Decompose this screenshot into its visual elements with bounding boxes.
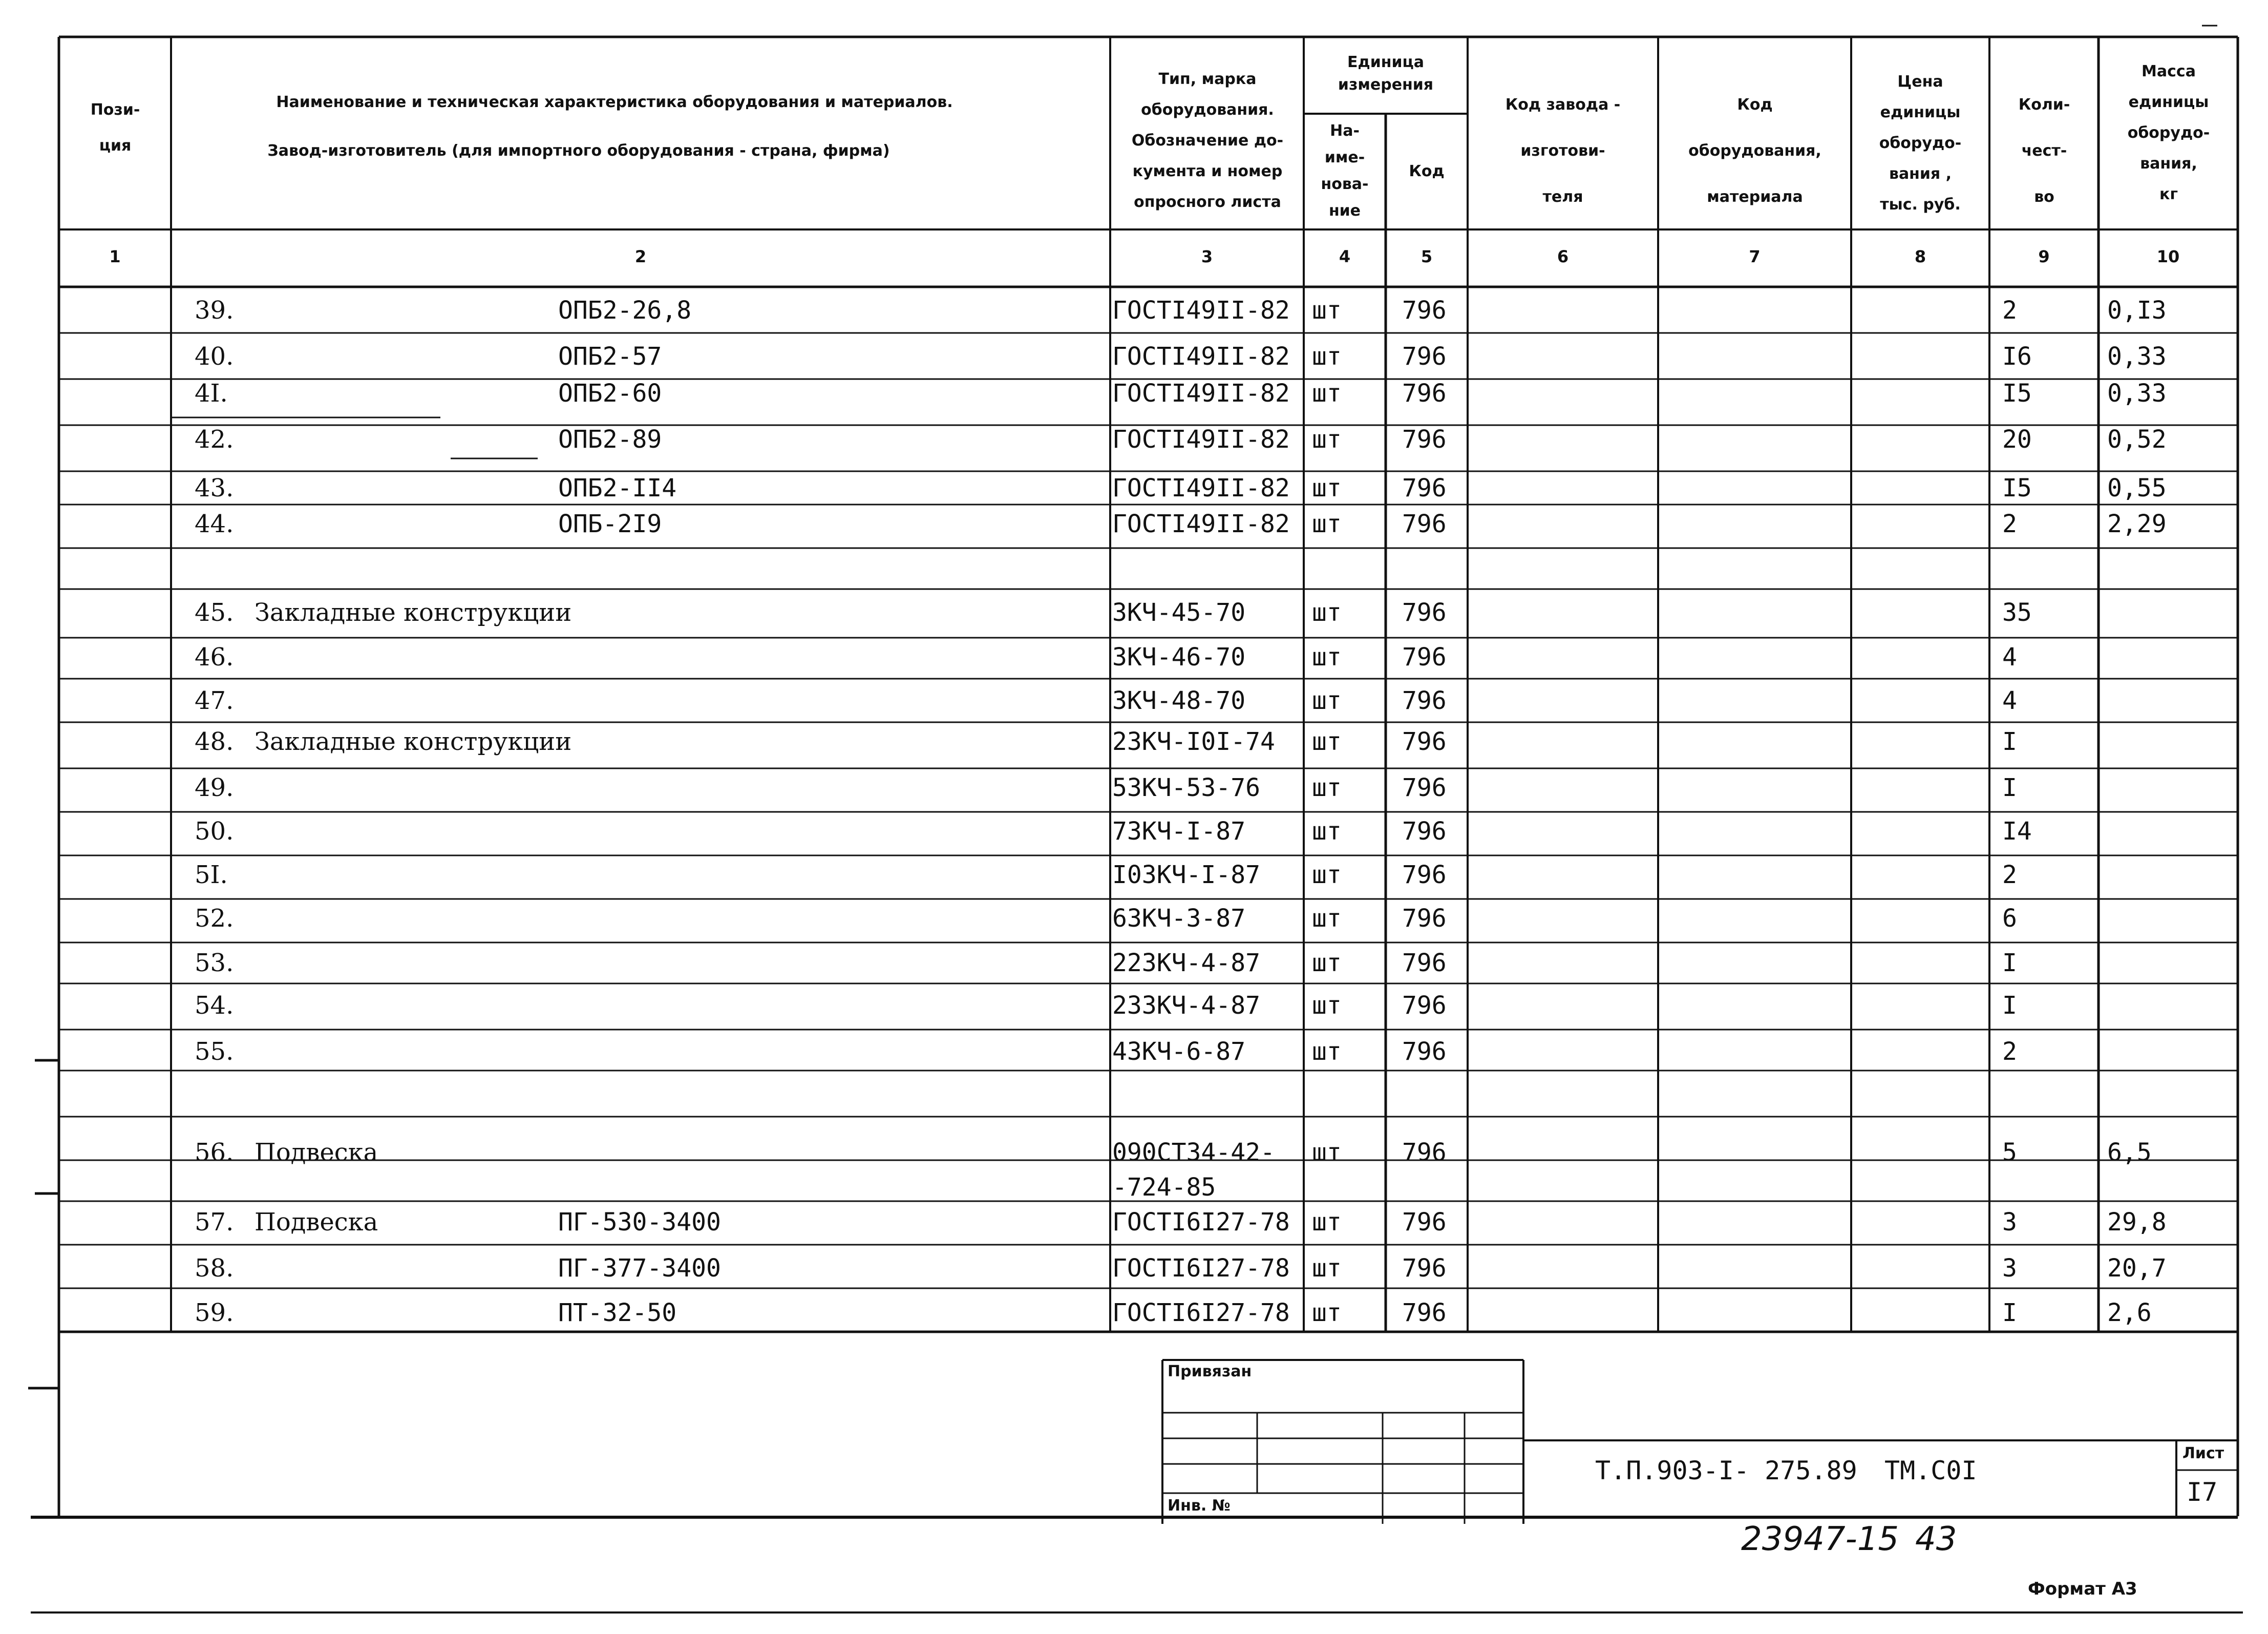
row-unit: шт <box>1312 817 1342 846</box>
handwritten-page-number: 43 <box>1915 1520 1957 1558</box>
row-unit-code: 796 <box>1402 379 1447 408</box>
row-unit: шт <box>1312 1298 1342 1327</box>
row-unit: шт <box>1312 904 1342 933</box>
row-quantity: I <box>2002 1298 2017 1327</box>
column-number-10: 10 <box>2156 247 2180 266</box>
row-unit: шт <box>1312 727 1342 756</box>
row-position: 42. <box>195 425 234 454</box>
row-quantity: I <box>2002 949 2017 977</box>
row-position: 56. <box>195 1138 234 1167</box>
row-mark: ОПБ2-89 <box>558 425 662 454</box>
format-label: Формат А3 <box>2028 1579 2137 1599</box>
row-position: 4I. <box>195 379 228 408</box>
header-factory-code: Код завода - изготови- теля <box>1505 96 1621 206</box>
row-mass: 0,I3 <box>2107 296 2167 325</box>
row-quantity: 20 <box>2002 425 2032 454</box>
row-unit-code: 796 <box>1402 1138 1447 1167</box>
row-quantity: 2 <box>2002 861 2017 889</box>
row-document: ГОСТI49II-82 <box>1112 379 1290 408</box>
row-name: Закладные конструкции <box>255 727 572 756</box>
row-position: 43. <box>195 474 234 502</box>
row-position: 47. <box>195 686 234 715</box>
row-unit: шт <box>1312 296 1342 325</box>
row-unit-code: 796 <box>1402 991 1447 1020</box>
row-position: 48. <box>195 727 234 756</box>
row-mark: ОПБ-2I9 <box>558 510 662 538</box>
column-number-6: 6 <box>1557 247 1569 266</box>
row-unit: шт <box>1312 510 1342 538</box>
row-quantity: 35 <box>2002 598 2032 627</box>
row-document: 6ЗКЧ-3-87 <box>1112 904 1246 933</box>
row-document: 2ЗКЧ-I0I-74 <box>1112 727 1275 756</box>
row-unit-code: 796 <box>1402 1208 1447 1237</box>
row-unit: шт <box>1312 1138 1342 1167</box>
row-document: 090СТ34-42- <box>1112 1138 1275 1167</box>
row-unit-code: 796 <box>1402 1298 1447 1327</box>
column-number-7: 7 <box>1749 247 1761 266</box>
row-quantity: 4 <box>2002 643 2017 672</box>
row-position: 46. <box>195 643 234 672</box>
row-mark: ОПБ2-57 <box>558 342 662 371</box>
row-document: ГОСТI49II-82 <box>1112 510 1290 538</box>
row-unit: шт <box>1312 598 1342 627</box>
stamp-section: ТМ.С0I <box>1884 1456 1977 1485</box>
row-position: 54. <box>195 991 234 1020</box>
row-unit: шт <box>1312 949 1342 977</box>
row-quantity: 2 <box>2002 296 2017 325</box>
header-price: Цена единицы оборудо- вания , тыс. руб. <box>1879 73 1962 214</box>
row-quantity: I <box>2002 991 2017 1020</box>
row-quantity: I5 <box>2002 379 2032 408</box>
row-unit-code: 796 <box>1402 643 1447 672</box>
row-unit: шт <box>1312 342 1342 371</box>
row-document: ГОСТI49II-82 <box>1112 342 1290 371</box>
row-unit-code: 796 <box>1402 474 1447 502</box>
row-unit-code: 796 <box>1402 949 1447 977</box>
row-position: 59. <box>195 1298 234 1327</box>
header-quantity: Коли- чест- во <box>2018 96 2070 206</box>
row-document: ГОСТI6I27-78 <box>1112 1254 1290 1283</box>
row-unit-code: 796 <box>1402 727 1447 756</box>
row-position: 5I. <box>195 861 228 889</box>
row-mass: 2,29 <box>2107 510 2167 538</box>
row-mark: ОПБ2-26,8 <box>558 296 692 325</box>
row-unit-code: 796 <box>1402 773 1447 802</box>
row-mark: ПТ-32-50 <box>558 1298 677 1327</box>
row-unit: шт <box>1312 686 1342 715</box>
row-unit: шт <box>1312 773 1342 802</box>
row-document: -724-85 <box>1112 1173 1216 1202</box>
stamp-sheet-label: Лист <box>2182 1444 2224 1462</box>
row-quantity: I <box>2002 727 2017 756</box>
row-quantity: 4 <box>2002 686 2017 715</box>
row-mass: 2,6 <box>2107 1298 2152 1327</box>
header-unit-name: На- име- нова- ние <box>1321 122 1369 220</box>
row-position: 49. <box>195 773 234 802</box>
column-number-2: 2 <box>634 247 647 266</box>
row-quantity: I5 <box>2002 474 2032 502</box>
row-quantity: 3 <box>2002 1254 2017 1283</box>
row-document: 22ЗКЧ-4-87 <box>1112 949 1260 977</box>
row-position: 50. <box>195 817 234 846</box>
row-position: 39. <box>195 296 234 325</box>
row-unit-code: 796 <box>1402 296 1447 325</box>
row-document: ЗКЧ-48-70 <box>1112 686 1246 715</box>
row-unit-code: 796 <box>1402 510 1447 538</box>
row-document: 23ЗКЧ-4-87 <box>1112 991 1260 1020</box>
row-unit: шт <box>1312 1208 1342 1237</box>
row-mark: ПГ-530-3400 <box>558 1208 721 1237</box>
stamp-sheet-number: I7 <box>2187 1477 2218 1507</box>
header-unit-code: Код <box>1409 162 1445 180</box>
row-document: 5ЗКЧ-53-76 <box>1112 773 1260 802</box>
row-position: 45. <box>195 598 234 627</box>
row-position: 52. <box>195 904 234 933</box>
row-mass: 20,7 <box>2107 1254 2167 1283</box>
row-unit: шт <box>1312 1037 1342 1066</box>
row-quantity: 3 <box>2002 1208 2017 1237</box>
row-quantity: I4 <box>2002 817 2032 846</box>
column-number-1: 1 <box>109 247 121 266</box>
row-mass: 0,52 <box>2107 425 2167 454</box>
row-document: ЗКЧ-46-70 <box>1112 643 1246 672</box>
row-position: 44. <box>195 510 234 538</box>
row-position: 58. <box>195 1254 234 1283</box>
row-unit-code: 796 <box>1402 1254 1447 1283</box>
row-name: Подвеска <box>255 1138 378 1167</box>
header-type-mark: Тип, марка оборудования. Обозначение до- кумента и номер опросного листа <box>1131 70 1284 211</box>
row-document: ГОСТI6I27-78 <box>1112 1208 1290 1237</box>
row-document: 7ЗКЧ-I-87 <box>1112 817 1246 846</box>
row-unit: шт <box>1312 861 1342 889</box>
row-position: 55. <box>195 1037 234 1066</box>
row-document: ГОСТI49II-82 <box>1112 474 1290 502</box>
row-unit: шт <box>1312 425 1342 454</box>
header-equipment-code: Код оборудования, материала <box>1688 96 1821 206</box>
row-quantity: 2 <box>2002 1037 2017 1066</box>
row-unit-code: 796 <box>1402 861 1447 889</box>
row-document: ГОСТI6I27-78 <box>1112 1298 1290 1327</box>
row-unit-code: 796 <box>1402 342 1447 371</box>
row-quantity: I6 <box>2002 342 2032 371</box>
row-mark: ОПБ2-II4 <box>558 474 677 502</box>
header-unit: Единица измерения <box>1338 53 1434 94</box>
row-quantity: 6 <box>2002 904 2017 933</box>
header-position: Пози- ция <box>90 101 140 155</box>
row-unit-code: 796 <box>1402 1037 1447 1066</box>
row-unit-code: 796 <box>1402 686 1447 715</box>
stamp-document-code: Т.П.903-I- 275.89 <box>1595 1456 1857 1485</box>
row-unit-code: 796 <box>1402 817 1447 846</box>
row-quantity: I <box>2002 773 2017 802</box>
row-document: 4ЗКЧ-6-87 <box>1112 1037 1246 1066</box>
handwritten-inventory-number: 23947-15 <box>1741 1520 1899 1558</box>
row-unit-code: 796 <box>1402 598 1447 627</box>
row-mass: 0,33 <box>2107 379 2167 408</box>
row-unit: шт <box>1312 379 1342 408</box>
row-mark: ПГ-377-3400 <box>558 1254 721 1283</box>
header-name-line1: Наименование и техническая характеристика оборудования и материалов. <box>276 93 953 111</box>
row-unit: шт <box>1312 474 1342 502</box>
column-number-9: 9 <box>2038 247 2050 266</box>
row-unit: шт <box>1312 991 1342 1020</box>
row-mass: 0,33 <box>2107 342 2167 371</box>
row-position: 40. <box>195 342 234 371</box>
stamp-inventory-label: Инв. № <box>1168 1497 1231 1515</box>
row-quantity: 5 <box>2002 1138 2017 1167</box>
row-document: ГОСТI49II-82 <box>1112 425 1290 454</box>
header-mass: Масса единицы оборудо- вания, кг <box>2127 62 2210 203</box>
row-position: 53. <box>195 949 234 977</box>
stamp-attached-label: Привязан <box>1168 1363 1252 1380</box>
row-unit-code: 796 <box>1402 425 1447 454</box>
row-unit: шт <box>1312 1254 1342 1283</box>
row-mass: 29,8 <box>2107 1208 2167 1237</box>
row-position: 57. <box>195 1208 234 1237</box>
row-document: ГОСТI49II-82 <box>1112 296 1290 325</box>
row-document: I0ЗКЧ-I-87 <box>1112 861 1260 889</box>
row-mark: ОПБ2-60 <box>558 379 662 408</box>
column-number-3: 3 <box>1201 247 1213 266</box>
row-name: Закладные конструкции <box>255 598 572 627</box>
column-number-5: 5 <box>1421 247 1433 266</box>
row-document: ЗКЧ-45-70 <box>1112 598 1246 627</box>
column-number-8: 8 <box>1914 247 1926 266</box>
row-mass: 6,5 <box>2107 1138 2152 1167</box>
row-mass: 0,55 <box>2107 474 2167 502</box>
row-quantity: 2 <box>2002 510 2017 538</box>
header-name-line2: Завод-изготовитель (для импортного оборудования - страна, фирма) <box>267 142 890 160</box>
row-unit-code: 796 <box>1402 904 1447 933</box>
column-number-4: 4 <box>1339 247 1351 266</box>
row-unit: шт <box>1312 643 1342 672</box>
row-name: Подвеска <box>255 1208 378 1237</box>
